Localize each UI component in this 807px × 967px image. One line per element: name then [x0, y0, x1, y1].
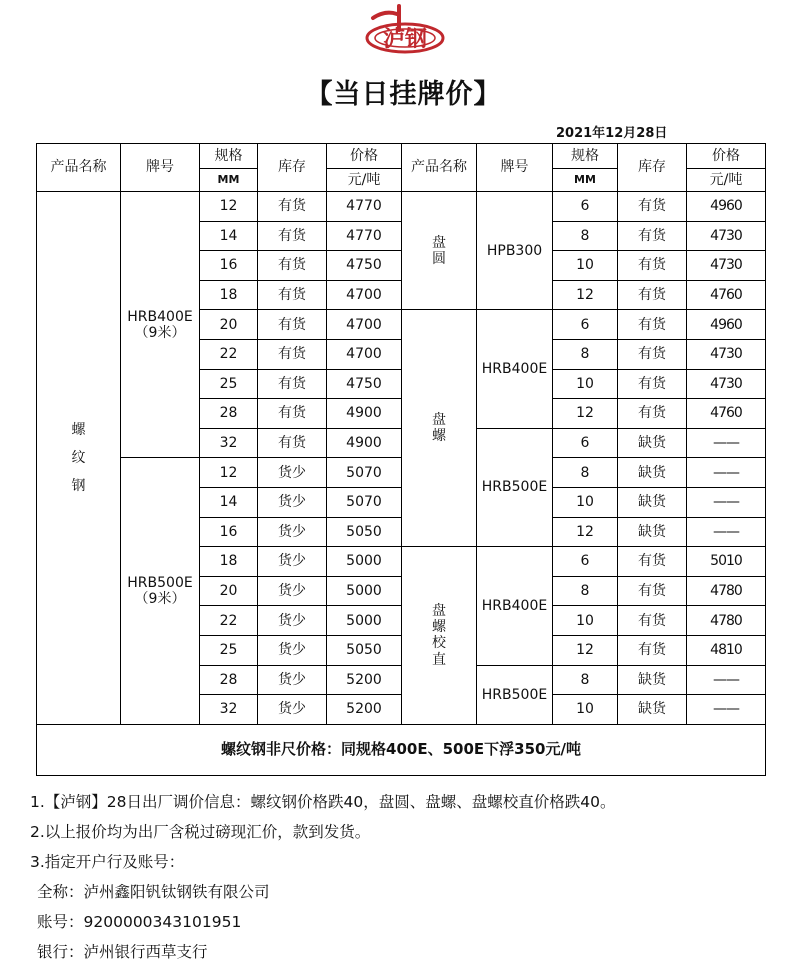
stock-cell: 有货	[258, 399, 327, 429]
spec-cell-right: 10	[553, 695, 618, 725]
table-row	[37, 458, 766, 488]
product-rebar	[37, 192, 121, 725]
product-name-right	[402, 310, 477, 547]
product-name-right	[402, 192, 477, 310]
spec-cell: 12	[200, 458, 258, 488]
product-name-char: 钢	[71, 477, 86, 494]
header-product-name-right: 产品名称	[402, 144, 477, 192]
spec-cell: 25	[200, 369, 258, 399]
stock-cell: 货少	[258, 606, 327, 636]
spec-cell-right: 8	[553, 339, 618, 369]
product-name-char: 盘	[432, 603, 446, 620]
grade-label: HRB500E	[127, 574, 193, 591]
header-price-unit: 元/吨	[327, 169, 402, 192]
header-spec: 规格	[200, 144, 258, 169]
spec-cell: 32	[200, 695, 258, 725]
price-cell: 4900	[327, 399, 402, 429]
stock-cell: 有货	[258, 428, 327, 458]
account-name-line	[30, 877, 615, 907]
price-cell: 4750	[327, 369, 402, 399]
price-cell-right: ——	[687, 487, 766, 517]
note-line-1: 1.【泸钢】28日出厂调价信息：螺纹钢价格跌40，盘圆、盘螺、盘螺校直价格跌40。	[30, 793, 616, 811]
price-cell: 4770	[327, 221, 402, 251]
header-price: 价格	[327, 144, 402, 169]
price-cell-right: ——	[687, 458, 766, 488]
account-name-label: 全称：	[37, 883, 84, 901]
spec-cell-right: 6	[553, 310, 618, 340]
price-cell: 4700	[327, 339, 402, 369]
price-cell-right: ——	[687, 695, 766, 725]
stock-cell-right: 缺货	[618, 458, 687, 488]
price-cell: 4700	[327, 310, 402, 340]
stock-cell-right: 有货	[618, 606, 687, 636]
stock-cell: 货少	[258, 487, 327, 517]
grade-cell	[121, 192, 200, 458]
header-stock: 库存	[258, 144, 327, 192]
price-cell-right: 4760	[687, 280, 766, 310]
stock-cell: 有货	[258, 251, 327, 281]
price-cell-right: ——	[687, 428, 766, 458]
price-cell-right: 4730	[687, 369, 766, 399]
spec-cell: 14	[200, 487, 258, 517]
price-cell: 5050	[327, 517, 402, 547]
spec-cell: 18	[200, 280, 258, 310]
account-number-line	[30, 907, 615, 937]
footer-note-row	[37, 724, 766, 775]
spec-cell-right: 12	[553, 635, 618, 665]
stock-cell: 货少	[258, 547, 327, 577]
price-cell-right: 4760	[687, 399, 766, 429]
spec-cell-right: 10	[553, 487, 618, 517]
spec-cell-right: 6	[553, 192, 618, 222]
stock-cell: 有货	[258, 280, 327, 310]
stock-cell: 有货	[258, 369, 327, 399]
grade-cell-right: HPB300	[477, 192, 553, 310]
stock-cell-right: 有货	[618, 576, 687, 606]
header-price-unit-right: 元/吨	[687, 169, 766, 192]
price-cell-right: ——	[687, 517, 766, 547]
price-table	[36, 143, 766, 776]
grade-cell-right: HRB500E	[477, 665, 553, 724]
spec-cell: 20	[200, 310, 258, 340]
spec-cell-right: 12	[553, 280, 618, 310]
price-cell-right: 4960	[687, 192, 766, 222]
stock-cell-right: 有货	[618, 192, 687, 222]
stock-cell-right: 有货	[618, 280, 687, 310]
stock-cell: 货少	[258, 635, 327, 665]
spec-cell-right: 6	[553, 547, 618, 577]
page-title: 【当日挂牌价】	[305, 79, 502, 110]
stock-cell: 有货	[258, 192, 327, 222]
spec-cell-right: 8	[553, 458, 618, 488]
bank-label: 银行：	[37, 943, 84, 961]
spec-cell-right: 12	[553, 399, 618, 429]
spec-cell: 32	[200, 428, 258, 458]
price-cell-right: 5010	[687, 547, 766, 577]
stock-cell-right: 有货	[618, 547, 687, 577]
stock-cell-right: 有货	[618, 221, 687, 251]
stock-cell-right: 有货	[618, 339, 687, 369]
stock-cell-right: 有货	[618, 251, 687, 281]
table-body	[37, 192, 766, 725]
spec-cell: 28	[200, 665, 258, 695]
table-row	[37, 192, 766, 222]
grade-cell-right: HRB400E	[477, 547, 553, 665]
price-cell: 5200	[327, 665, 402, 695]
note-line-3: 3.指定开户行及账号：	[30, 853, 185, 871]
price-cell: 5070	[327, 458, 402, 488]
product-name-char: 盘	[432, 234, 446, 251]
header-grade-right: 牌号	[477, 144, 553, 192]
stock-cell: 货少	[258, 665, 327, 695]
price-cell: 5000	[327, 576, 402, 606]
product-name-char: 盘	[432, 412, 446, 429]
spec-cell: 16	[200, 517, 258, 547]
grade-label: HRB400E	[127, 308, 193, 325]
stock-cell-right: 有货	[618, 399, 687, 429]
grade-cell	[121, 458, 200, 724]
price-cell: 5050	[327, 635, 402, 665]
price-cell-right: 4960	[687, 310, 766, 340]
spec-cell: 18	[200, 547, 258, 577]
price-cell-right: 4730	[687, 251, 766, 281]
stock-cell-right: 有货	[618, 310, 687, 340]
stock-cell: 货少	[258, 517, 327, 547]
product-name-right	[402, 547, 477, 725]
product-name-char: 螺	[432, 619, 446, 636]
bank-line	[30, 937, 615, 967]
grade-cell-right: HRB400E	[477, 310, 553, 428]
notes-section	[30, 787, 615, 967]
spec-cell: 28	[200, 399, 258, 429]
price-cell: 5000	[327, 547, 402, 577]
spec-cell: 12	[200, 192, 258, 222]
header-grade: 牌号	[121, 144, 200, 192]
price-cell-right: 4780	[687, 606, 766, 636]
stock-cell-right: 缺货	[618, 428, 687, 458]
stock-cell-right: 有货	[618, 369, 687, 399]
spec-cell-right: 8	[553, 221, 618, 251]
stock-cell-right: 缺货	[618, 517, 687, 547]
account-number-value: 9200000343101951	[83, 913, 242, 931]
grade-length: （9米）	[134, 591, 186, 608]
price-cell-right: 4730	[687, 339, 766, 369]
product-name-char: 纹	[71, 449, 86, 466]
spec-cell: 22	[200, 339, 258, 369]
header-product-name: 产品名称	[37, 144, 121, 192]
header-spec-unit: MM	[200, 169, 258, 192]
note-line-2: 2.以上报价均为出厂含税过磅现汇价，款到发货。	[30, 823, 371, 841]
stock-cell: 货少	[258, 576, 327, 606]
spec-cell-right: 10	[553, 369, 618, 399]
product-name-char: 校	[432, 635, 446, 652]
account-name-value: 泸州鑫阳钒钛钢铁有限公司	[83, 883, 270, 901]
stock-cell-right: 缺货	[618, 665, 687, 695]
stock-cell-right: 缺货	[618, 695, 687, 725]
spec-cell-right: 6	[553, 428, 618, 458]
spec-cell: 16	[200, 251, 258, 281]
company-logo	[355, 0, 455, 58]
product-name-char: 螺	[432, 428, 446, 445]
product-name-char: 圆	[432, 250, 446, 267]
product-name-char: 直	[432, 651, 446, 668]
stock-cell: 有货	[258, 339, 327, 369]
spec-cell-right: 10	[553, 606, 618, 636]
header-row-1	[37, 144, 766, 169]
price-cell: 4900	[327, 428, 402, 458]
header-spec-right: 规格	[553, 144, 618, 169]
price-cell-right: ——	[687, 665, 766, 695]
price-cell: 4750	[327, 251, 402, 281]
price-cell-right: 4730	[687, 221, 766, 251]
price-cell: 5070	[327, 487, 402, 517]
grade-length: （9米）	[134, 324, 186, 341]
spec-cell-right: 12	[553, 517, 618, 547]
footer-note: 螺纹钢非尺价格：同规格400E、500E下浮350元/吨	[37, 724, 766, 775]
stock-cell: 货少	[258, 695, 327, 725]
spec-cell: 22	[200, 606, 258, 636]
spec-cell-right: 8	[553, 665, 618, 695]
price-cell-right: 4810	[687, 635, 766, 665]
price-date: 2021年12月28日	[556, 126, 668, 141]
spec-cell-right: 8	[553, 576, 618, 606]
spec-cell: 25	[200, 635, 258, 665]
bank-value: 泸州银行西草支行	[83, 943, 208, 961]
price-cell: 5000	[327, 606, 402, 636]
price-cell: 4700	[327, 280, 402, 310]
product-name-char: 螺	[71, 421, 86, 438]
stock-cell-right: 有货	[618, 635, 687, 665]
account-number-label: 账号：	[37, 913, 84, 931]
price-cell-right: 4780	[687, 576, 766, 606]
grade-cell-right: HRB500E	[477, 428, 553, 546]
spec-cell-right: 10	[553, 251, 618, 281]
logo-text: 泸钢	[382, 27, 428, 52]
header-stock-right: 库存	[618, 144, 687, 192]
price-cell: 5200	[327, 695, 402, 725]
spec-cell: 20	[200, 576, 258, 606]
header-spec-unit-right: MM	[553, 169, 618, 192]
stock-cell: 有货	[258, 310, 327, 340]
stock-cell: 有货	[258, 221, 327, 251]
price-cell: 4770	[327, 192, 402, 222]
header-price-right: 价格	[687, 144, 766, 169]
stock-cell-right: 缺货	[618, 487, 687, 517]
stock-cell: 货少	[258, 458, 327, 488]
spec-cell: 14	[200, 221, 258, 251]
